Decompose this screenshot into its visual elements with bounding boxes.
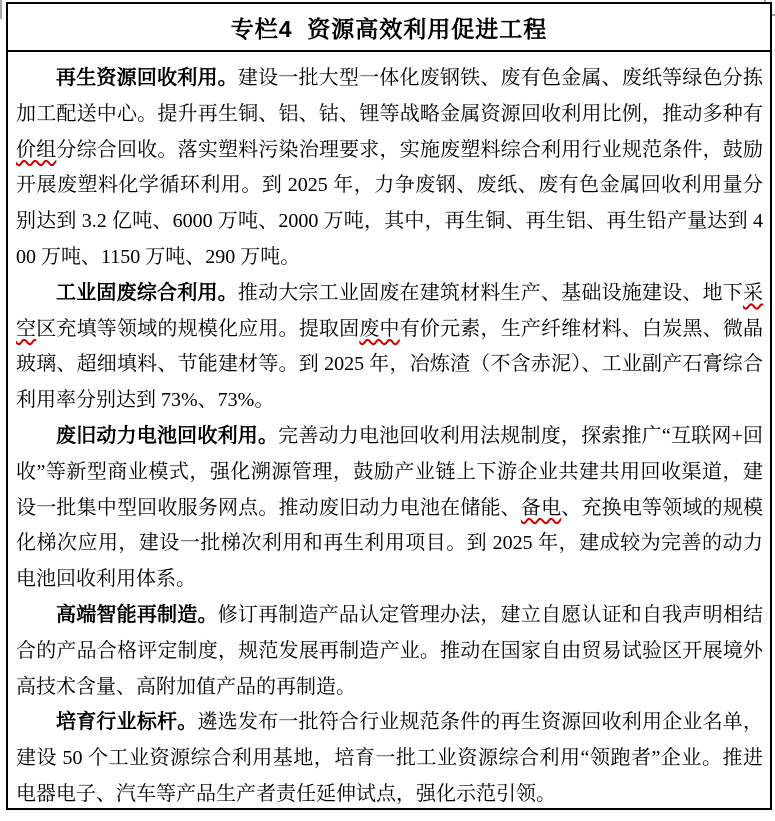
paragraph-lead: 再生资源回收利用。: [56, 67, 238, 89]
paragraph-text: 、充换电等领域的规模化梯次应用，建设一批梯次利用和再生利用项目。到 2025 年，建成较为完善的动力电池回收利用体系。: [16, 496, 764, 591]
paragraph-recycled-resources: [16, 61, 763, 276]
paragraph-lead: 工业固废综合利用。: [56, 281, 238, 304]
paragraph-text: 推动大宗工业固废在建筑材料生产、基础设施建设、地下: [237, 281, 744, 304]
spellcheck-word: 价组: [16, 138, 57, 161]
paragraph-text: 修订再制造产品认定管理办法，建立自愿认证和自我声明相结合的产品合格评定制度，规范发展再制造产业。推动在国家自由贸易试验区开展境外高技术含量、高附加值产品的再制造。: [16, 603, 764, 698]
paragraph-text: 区充填等领域的规模化应用。提取固: [36, 317, 360, 340]
page-edge-mark: [0, 0, 2, 19]
spellcheck-word: 备电: [520, 496, 562, 519]
paragraph-text: 分综合回收。落实塑料污染治理要求，实施废塑料综合利用行业规范条件，鼓励开展废塑料化学循环利用。到 2025 年，力争废钢、废纸、废有色金属回收利用量分别达到 3.2 亿吨、6000 万吨、2000 万吨，其中，再生铜、再生铝、再生铅产量达到 400 万吨、1150 万吨、290 万吨。: [16, 138, 764, 268]
paragraph-power-battery-recycling: [16, 419, 763, 598]
column-title-row: [8, 4, 770, 52]
paragraph-text: 有价元素，生产纤维材料、白炭黑、微晶玻璃、超细填料、节能建材等。到 2025 年，冶炼渣（不含赤泥）、工业副产石膏综合利用率分别达到 73%、73%。: [16, 317, 764, 412]
paragraph-text: 遴选发布一批符合行业规范条件的再生资源回收利用企业名单，建设 50 个工业资源综合利用基地，培育一批工业资源综合利用“领跑者”企业。推进电器电子、汽车等产品生产者责任延伸试点，强化示范引领。: [16, 711, 764, 805]
paragraph-lead: 高端智能再制造。: [56, 603, 218, 626]
spellcheck-word: 废中: [359, 317, 400, 340]
paragraph-text: 建设一批大型一体化废钢铁、废有色金属、废纸等绿色分拣加工配送中心。提升再生铜、铝、钴、锂等战略金属资源回收利用比例，推动多种有: [16, 67, 764, 125]
paragraph-industry-benchmarks: [16, 705, 763, 808]
paragraph-remanufacturing: [16, 598, 763, 705]
column-box-table: [6, 2, 772, 810]
paragraph-industrial-solid-waste: [16, 276, 763, 419]
column-title: 专栏4 资源高效利用促进工程: [230, 15, 548, 42]
column-body-cell: [8, 52, 770, 808]
paragraph-text: 完善动力电池回收利用法规制度，探索推广“互联网+回收”等新型商业模式，强化溯源管理，鼓励产业链上下游企业共建共用回收渠道，建设一批集中型回收服务网点。推动废旧动力电池在储能、: [16, 424, 764, 519]
paragraph-lead: 废旧动力电池回收利用。: [56, 424, 279, 447]
spellcheck-word: 采空: [16, 281, 764, 340]
paragraph-lead: 培育行业标杆。: [56, 711, 198, 734]
